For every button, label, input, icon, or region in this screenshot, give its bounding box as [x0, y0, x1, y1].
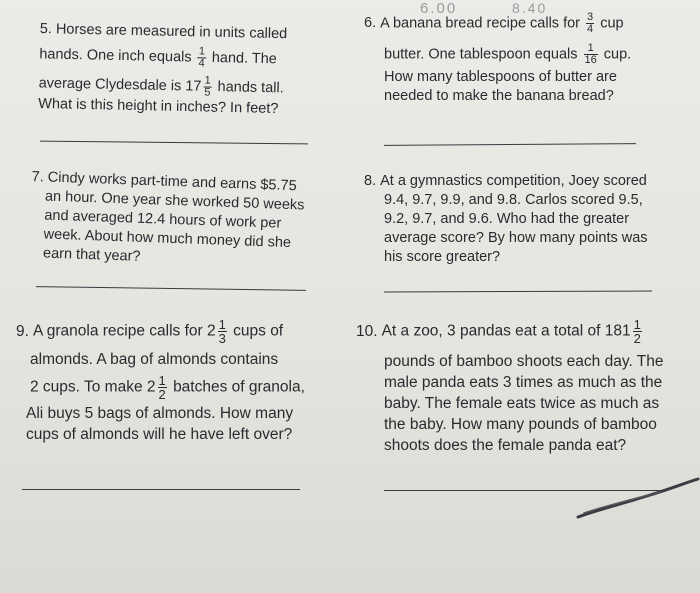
problem-9-line-1: 9. A granola recipe calls for 2 $\frac{1}{3}$ cups of [16, 317, 284, 346]
problem-5-number: 5. [39, 20, 53, 38]
problem-7-line-2: an hour. One year she worked 50 weeks [44, 188, 305, 214]
answer-line-8[interactable] [384, 291, 652, 293]
problem-7-line-4: week. About how much money did she [43, 226, 292, 252]
answer-line-6[interactable] [384, 143, 636, 146]
problem-9-number: 9. [16, 322, 29, 340]
problem-7-line-1: 7. Cindy works part-time and earns $5.75 [31, 168, 297, 195]
problem-7 [29, 168, 306, 272]
problem-8-number: 8. [364, 173, 377, 189]
problem-6-line-1: 6. A banana bread recipe calls for $\frac{3}{4}$ cup [364, 11, 624, 35]
problem-8-line-2: 9.4, 9.7, 9.9, and 9.8. Carlos scored 9.5, [384, 192, 643, 208]
problem-10 [356, 318, 663, 456]
problem-10-line-1: 10. At a zoo, 3 pandas eat a total of 181 $\frac{1}{2}$ [356, 317, 641, 346]
pencil-mark-right: 8.40 [512, 0, 548, 16]
problem-8 [364, 172, 648, 267]
problem-10-line-3: male panda eats 3 times as much as the [384, 374, 663, 391]
pencil-scribble [570, 473, 700, 533]
problem-9-line-5: cups of almonds will he have left over? [26, 426, 293, 443]
problem-10-line-5: the baby. How many pounds of bamboo [384, 416, 657, 433]
problem-10-line-2: pounds of bamboo shoots each day. The [384, 353, 664, 370]
problem-5 [38, 20, 287, 119]
problem-6-line-4: needed to make the banana bread? [384, 88, 614, 104]
fraction: $\frac{3}{4}$ [587, 11, 594, 35]
problem-9-line-4: Ali buys 5 bags of almonds. How many [26, 405, 294, 422]
pencil-mark-left: 6.00 [420, 0, 458, 17]
fraction: $\frac{1}{5}$ [204, 74, 211, 99]
problem-8-line-3: 9.2, 9.7, and 9.6. Who had the greater [384, 211, 630, 227]
fraction: $\frac{1}{4}$ [198, 45, 206, 70]
problem-10-number: 10. [356, 322, 378, 340]
problem-9-line-2: almonds. A bag of almonds contains [30, 351, 279, 368]
problem-5-line-4: What is this height in inches? In feet? [38, 95, 279, 118]
problem-5-line-2: hands. One inch equals $\frac{1}{4}$ hand. The [39, 45, 277, 70]
problem-10-line-4: baby. The female eats twice as much as [384, 395, 660, 412]
problem-10-line-6: shoots does the female panda eat? [384, 437, 627, 454]
problem-5-line-1: 5. Horses are measured in units called [39, 20, 288, 43]
fraction: $\frac{1}{3}$ [218, 317, 226, 346]
problem-8-line-5: his score greater? [384, 249, 501, 265]
problem-8-line-4: average score? By how many points was [384, 230, 648, 246]
fraction: $\frac{1}{2}$ [158, 373, 166, 402]
answer-line-9[interactable] [22, 489, 300, 490]
problem-6-line-3: How many tablespoons of butter are [384, 69, 617, 85]
problem-9-line-3: 2 cups. To make 2 $\frac{1}{2}$ batches of granola, [30, 373, 305, 402]
problem-9 [16, 318, 305, 445]
problem-6 [364, 12, 631, 106]
problem-7-line-5: earn that year? [42, 245, 141, 265]
answer-line-5[interactable] [40, 141, 308, 145]
fraction: $\frac{1}{2}$ [633, 317, 641, 346]
problem-6-number: 6. [364, 15, 377, 32]
fraction: $\frac{1}{16}$ [584, 42, 597, 66]
problem-7-line-3: and averaged 12.4 hours of work per [44, 207, 282, 232]
problem-7-number: 7. [31, 168, 45, 186]
problem-8-line-1: 8. At a gymnastics competition, Joey scored [364, 173, 647, 189]
answer-line-7[interactable] [36, 286, 306, 291]
problem-6-line-2: butter. One tablespoon equals $\frac{1}{16}$ cup. [384, 42, 632, 66]
problem-5-line-3: average Clydesdale is 17 $\frac{1}{5}$ hands tall. [38, 74, 284, 99]
